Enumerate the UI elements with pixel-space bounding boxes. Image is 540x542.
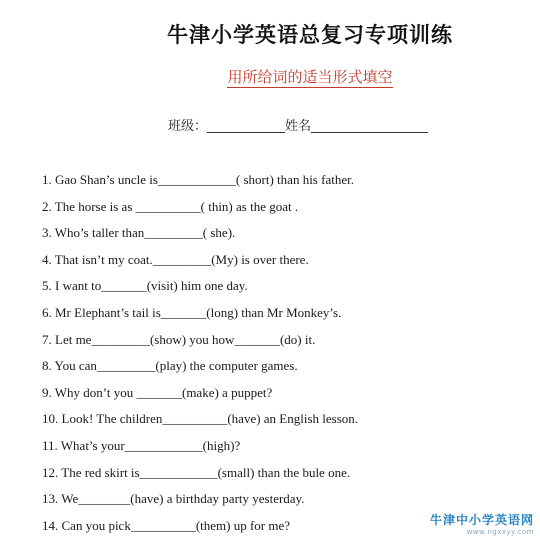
exercise-list <box>42 170 358 542</box>
page-subtitle <box>0 66 540 87</box>
watermark-url: www.ngxxyy.com <box>466 528 534 536</box>
exercise-item-12: 12. The red skirt is____________(small) than the bule one. <box>42 464 351 480</box>
subtitle-text: 用所给词的适当形式填空 <box>227 68 393 86</box>
class-label: 班级： <box>168 119 208 134</box>
exercise-item-6: 6. Mr Elephant’s tail is_______(long) than Mr Monkey’s. <box>42 304 342 320</box>
exercise-item-4: 4. That isn’t my coat._________(My) is over there. <box>42 251 309 267</box>
exercise-item-5: 5. I want to_______(visit) him one day. <box>42 278 248 294</box>
watermark-site-name: 牛津中小学英语网 <box>429 513 534 527</box>
exercise-item-7: 7. Let me_________(show) you how_______(do) it. <box>42 331 316 347</box>
exercise-item-8: 8. You can_________(play) the computer games. <box>42 358 298 374</box>
exercise-item-9: 9. Why don’t you _______(make) a puppet? <box>42 384 273 400</box>
exercise-item-14: 14. Can you pick__________(them) up for me? <box>42 517 291 533</box>
name-blank: __________________ <box>311 119 429 134</box>
exercise-item-11: 11. What’s your____________(high)? <box>42 437 241 453</box>
name-label: 姓名 <box>285 119 312 134</box>
student-info-row <box>168 115 428 134</box>
exercise-item-10: 10. Look! The children__________(have) an English lesson. <box>42 411 359 427</box>
site-watermark <box>430 511 534 536</box>
exercise-item-3: 3. Who’s taller than_________( she). <box>42 225 236 241</box>
exercise-item-1: 1. Gao Shan’s uncle is____________( short) than his father. <box>42 172 354 187</box>
exercise-item-2: 2. The horse is as __________( thin) as the goat . <box>42 198 299 214</box>
exercise-item-13: 13. We________(have) a birthday party yesterday. <box>42 491 305 507</box>
class-blank: ____________ <box>207 119 286 134</box>
page-title: 牛津小学英语总复习专项训练 <box>167 23 453 47</box>
